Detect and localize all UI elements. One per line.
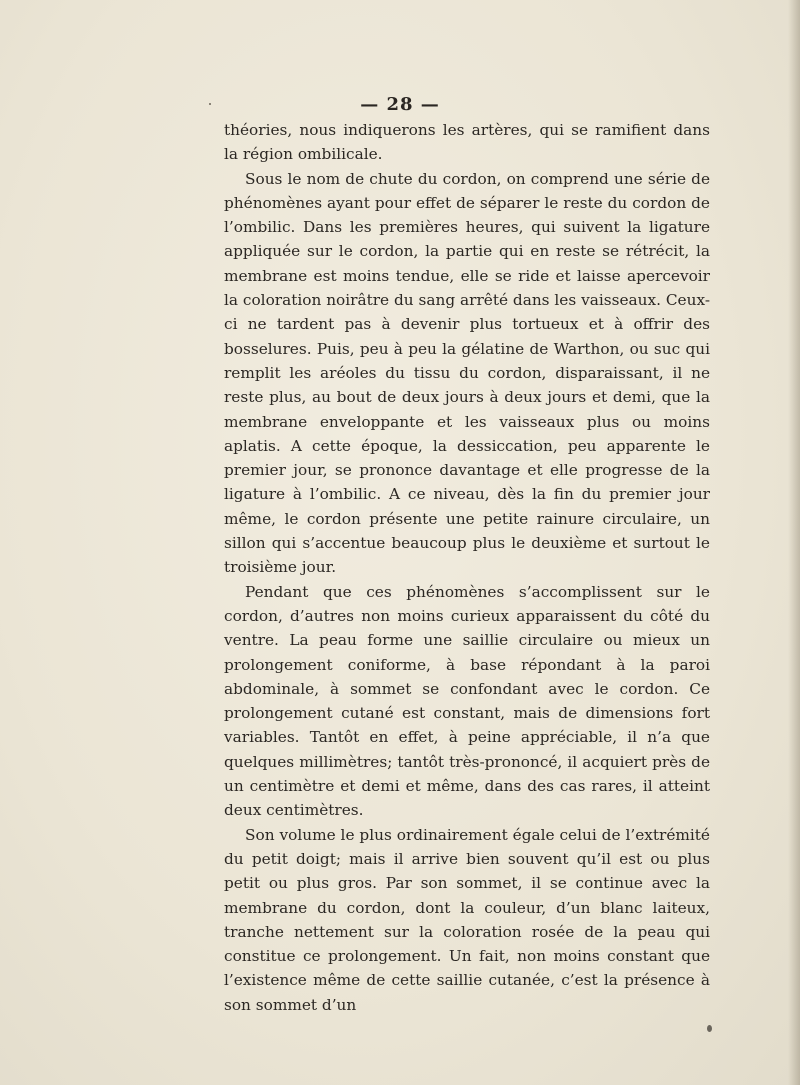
paragraph-1: théories, nous indiquerons les artères, qui se ramifient dans la région ombilicale. xyxy=(224,121,710,164)
paragraph-4: Son volume le plus ordinairement égale celui de l’extrémité du petit doigt; mais il arrive bien souvent qu’il est ou plus petit ou plus gros. Par son sommet, il se continue avec la membrane du cordon, dont la couleur, d’un blanc laiteux, tranche nettement sur la coloration rosée de la peau qui constitue ce prolongement. Un fait, non moins constant que l’existence même de cette saillie cutanée, c’est la présence à son sommet d’un xyxy=(224,825,710,1014)
paragraph-3: Pendant que ces phénomènes s’accomplissent sur le cordon, d’autres non moins curieux apparaissent du côté du ventre. La peau forme une saillie circulaire ou mieux un prolongement coniforme, à base répondant à la paroi abdominale, à sommet se confondant avec le cordon. Ce prolongement cutané est constant, mais de dimensions fort variables. Tantôt en effet, à peine appréciable, il n’a que quelques millimètres; tantôt très-prononcé, il acquiert près de un centimètre et demi et même, dans des cas rares, il atteint deux centimètres. xyxy=(224,582,710,820)
ink-speck xyxy=(707,1025,712,1032)
page-number: — 28 — xyxy=(360,94,440,115)
paragraph-2: Sous le nom de chute du cordon, on comprend une série de phénomènes ayant pour effet de séparer le reste du cordon de l’ombilic. Dans les premières heures, qui suivent la ligature appliquée sur le cordon, la partie qui en reste se rétrécit, la membrane est moins tendue, elle se ride et laisse apercevoir la coloration noirâtre du sang arrêté dans les vaisseaux. Ceux-ci ne tardent pas à devenir plus tortueux et à offrir des bosselures. Puis, peu à peu la gélatine de Warthon, ou suc qui remplit les aréoles du tissu du cordon, disparaissant, il ne reste plus, au bout de deux jours à deux jours et demi, que la membrane enveloppante et les vaisseaux plus ou moins aplatis. A cette époque, la dessiccation, peu apparente le premier jour, se prononce davantage et elle progresse de la ligature à l’ombilic. A ce niveau, dès la fin du premier jour même, le cordon présente une petite rainure circulaire, un sillon qui s’accentue beaucoup plus le deuxième et surtout le troisième jour. xyxy=(224,169,710,577)
body-text xyxy=(224,118,710,1017)
page-edge-shadow xyxy=(788,0,800,1085)
